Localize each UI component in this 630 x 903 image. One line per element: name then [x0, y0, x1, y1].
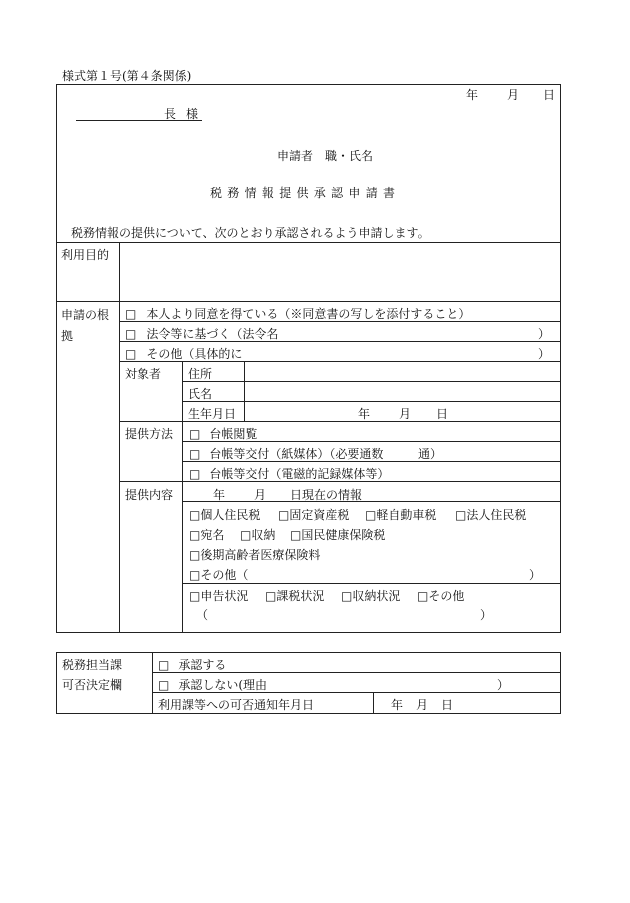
notice-day: 日 — [441, 698, 454, 712]
document-title: 税務情報提供承認申請書 — [210, 186, 401, 200]
checkbox-icon[interactable]: □ — [189, 548, 201, 562]
checkbox-icon[interactable]: □ — [417, 589, 429, 603]
subject-name-label: 氏名 — [188, 387, 213, 401]
basis-option-law[interactable] — [125, 325, 278, 342]
notice-year: 年 — [391, 698, 404, 712]
tax-option-address-name[interactable] — [189, 526, 224, 543]
addressee-honorific: 様 — [186, 107, 199, 121]
date-year: 年 — [466, 88, 479, 102]
tax-other-close: ） — [529, 568, 542, 582]
checkbox-icon[interactable]: □ — [189, 427, 201, 441]
method-electronic-text: 台帳等交付（電磁的記録媒体等） — [209, 467, 390, 481]
checkbox-icon[interactable]: □ — [365, 508, 377, 522]
tax-label: 収納 — [251, 528, 276, 542]
status-option-collection[interactable] — [341, 587, 400, 604]
applicant-label: 申請者 職・氏名 — [277, 149, 374, 163]
tax-option-collection[interactable] — [240, 526, 275, 543]
method-view-text: 台帳閲覧 — [209, 427, 258, 441]
intro-text: 税務情報の提供について、次のとおり承認されるよう申請します。 — [71, 226, 430, 240]
checkbox-icon[interactable]: □ — [455, 508, 467, 522]
method-paper-text: 台帳等交付（紙媒体）（必要通数 — [209, 447, 384, 461]
status-option-other[interactable] — [417, 587, 464, 604]
tax-option-corporate-resident[interactable] — [455, 506, 526, 523]
basis-consent-text: 本人より同意を得ている（※同意書の写しを添付すること） — [146, 307, 471, 321]
tax-label: 軽自動車税 — [376, 508, 437, 522]
content-as-of-month: 月 — [254, 488, 267, 502]
basis-other-text: その他（具体的に — [146, 347, 243, 361]
notice-month: 月 — [416, 698, 429, 712]
basis-label-line2: 拠 — [61, 329, 74, 343]
method-paper-unit: 通） — [418, 447, 443, 461]
status-label: その他 — [428, 589, 465, 603]
subject-address-label: 住所 — [188, 367, 213, 381]
method-option-electronic[interactable] — [189, 465, 389, 482]
checkbox-icon[interactable]: □ — [290, 528, 302, 542]
subject-name-field[interactable] — [246, 383, 558, 400]
checkbox-icon[interactable]: □ — [240, 528, 252, 542]
content-as-of-year: 年 — [213, 488, 226, 502]
checkbox-icon[interactable]: □ — [278, 508, 290, 522]
decision-notice-label: 利用課等への可否通知年月日 — [158, 698, 315, 712]
basis-label-line1: 申請の根 — [61, 308, 110, 322]
checkbox-icon[interactable]: □ — [125, 347, 137, 361]
tax-option-elderly-medical[interactable] — [189, 546, 320, 563]
tax-label: 国民健康保険税 — [301, 528, 386, 542]
decision-label-line1: 税務担当課 — [62, 658, 123, 672]
birthdate-day: 日 — [436, 407, 449, 421]
birthdate-year: 年 — [358, 407, 371, 421]
tax-label: 固定資産税 — [289, 508, 350, 522]
tax-option-individual-resident[interactable] — [189, 506, 260, 523]
tax-label: 法人住民税 — [466, 508, 527, 522]
purpose-field[interactable] — [121, 244, 558, 299]
tax-option-fixed-asset[interactable] — [278, 506, 349, 523]
status-close-paren: ） — [480, 608, 493, 622]
basis-law-close: ） — [538, 327, 551, 341]
basis-other-close: ） — [538, 347, 551, 361]
checkbox-icon[interactable]: □ — [125, 307, 137, 321]
status-label: 課税状況 — [276, 589, 325, 603]
decision-label-line2: 可否決定欄 — [62, 678, 123, 692]
tax-option-health-insurance[interactable] — [290, 526, 385, 543]
decision-reject-close: ） — [497, 678, 510, 692]
status-label: 申告状況 — [200, 589, 249, 603]
decision-option-approve[interactable] — [158, 656, 226, 673]
tax-label: その他（ — [200, 568, 249, 582]
content-label: 提供内容 — [125, 488, 174, 502]
subject-label: 対象者 — [125, 367, 162, 381]
checkbox-icon[interactable]: □ — [189, 508, 201, 522]
birthdate-month: 月 — [399, 407, 412, 421]
method-option-view[interactable] — [189, 425, 257, 442]
decision-reject-text: 承認しない(理由 — [178, 678, 268, 692]
date-month: 月 — [507, 88, 520, 102]
addressee-underline — [76, 120, 202, 121]
checkbox-icon[interactable]: □ — [189, 467, 201, 481]
checkbox-icon[interactable]: □ — [189, 528, 201, 542]
status-option-taxation[interactable] — [265, 587, 324, 604]
basis-option-consent[interactable] — [125, 305, 470, 322]
checkbox-icon[interactable]: □ — [158, 678, 170, 692]
subject-address-field[interactable] — [246, 363, 558, 380]
date-day: 日 — [543, 88, 556, 102]
content-as-of-text: 日現在の情報 — [290, 488, 363, 502]
decision-approve-text: 承認する — [178, 658, 227, 672]
tax-label: 宛名 — [200, 528, 225, 542]
method-option-paper[interactable] — [189, 445, 383, 462]
purpose-label: 利用目的 — [61, 248, 110, 262]
basis-option-other[interactable] — [125, 345, 242, 362]
method-label: 提供方法 — [125, 427, 174, 441]
subject-birthdate-label: 生年月日 — [188, 407, 237, 421]
status-label: 収納状況 — [352, 589, 401, 603]
addressee-suffix: 長 — [164, 107, 177, 121]
tax-option-other[interactable] — [189, 566, 248, 583]
checkbox-icon[interactable]: □ — [189, 568, 201, 582]
checkbox-icon[interactable]: □ — [158, 658, 170, 672]
tax-label: 個人住民税 — [200, 508, 261, 522]
status-option-declaration[interactable] — [189, 587, 248, 604]
basis-law-text: 法令等に基づく（法令名 — [146, 327, 279, 341]
form-label: 様式第１号(第４条関係) — [62, 69, 192, 83]
status-open-paren: （ — [196, 608, 209, 622]
tax-label: 後期高齢者医療保険料 — [200, 548, 321, 562]
checkbox-icon[interactable]: □ — [125, 327, 137, 341]
checkbox-icon[interactable]: □ — [265, 589, 277, 603]
tax-option-light-vehicle[interactable] — [365, 506, 436, 523]
checkbox-icon[interactable]: □ — [341, 589, 353, 603]
checkbox-icon[interactable]: □ — [189, 447, 201, 461]
checkbox-icon[interactable]: □ — [189, 589, 201, 603]
decision-option-reject[interactable] — [158, 676, 267, 693]
